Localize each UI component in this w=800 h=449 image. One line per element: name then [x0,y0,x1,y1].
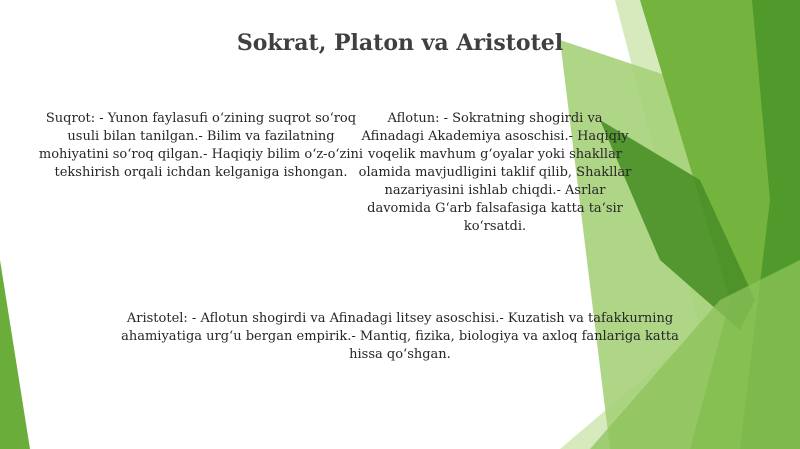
suqrot-text: Suqrot: - Yunon faylasufi o‘zining suqrot so‘roq usuli bilan tanilgan.- Bilim va fazilatning mohiyatini so‘roq qilgan.- Haqiqiy bilim o‘z-o‘zini tekshirish orqali ichdan kelganiga ishongan. [38,111,364,180]
facet-left-bottom [0,260,30,449]
slide-title: Sokrat, Platon va Aristotel [236,30,564,56]
aflotun-text: Aflotun: - Sokratning shogirdi va Afinadagi Akademiya asoschisi.- Haqiqiy voqelik mavhum g‘oyalar yoki shakllar olamida mavjudligini taklif qilib, Shakllar nazariyasini ishlab chiqdi.- Asrlar davomida G‘arb falsafasiga katta ta‘sir ko‘rsatdi. [358,111,632,234]
aristotel-text: Aristotel: - Aflotun shogirdi va Afinadagi litsey asoschisi.- Kuzatish va tafakkurning ahamiyatiga urg‘u bergan empirik.- Mantiq, fizika, biologiya va axloq fanlariga katta hissa qo‘shgan. [121,311,679,362]
